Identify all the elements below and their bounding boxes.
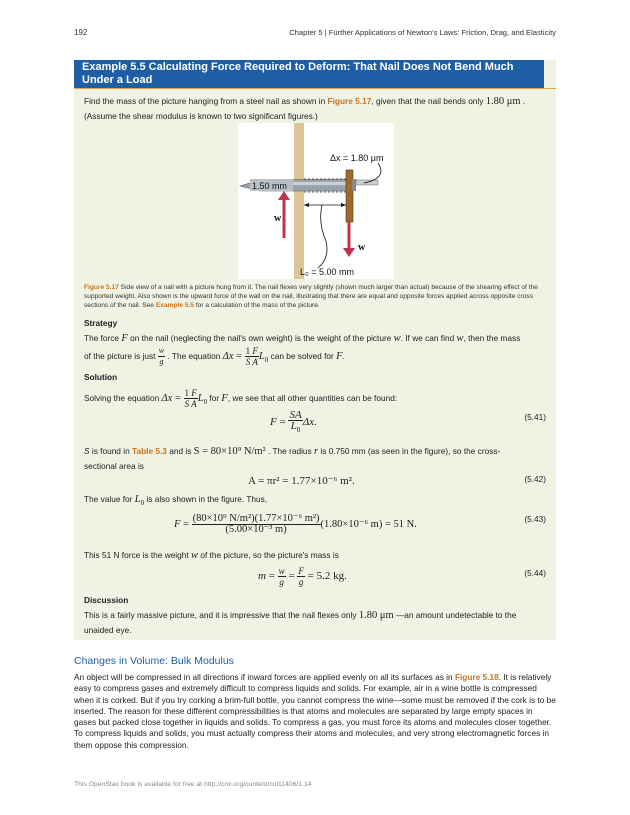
w-down-label: w: [358, 242, 366, 253]
wall: [294, 123, 304, 279]
figure-link[interactable]: Figure 5.17: [327, 96, 372, 106]
up-arrow-head: [278, 191, 290, 200]
equation-5-43: F = $\frac{\text{(80×10⁹ N/m²)(1.77×10⁻⁶ m²)}}{\text{(5.00×10⁻³ m)}}$ (1.80×10⁻⁶ m) = 51 N.: [174, 513, 417, 535]
picture-frame: [346, 170, 353, 222]
example-title: Example 5.5 Calculating Force Required to Deform: That Nail Does Not Bend Much Under a Load: [74, 60, 544, 88]
example-box: [74, 60, 556, 640]
page-number: 192: [74, 28, 88, 37]
equation-5-44: m = $\frac{w}{g}$ = $\frac{F}{g}$ = 5.2 kg.: [258, 566, 347, 587]
page-footer: This OpenStax book is available for free at http://cnx.org/content/col11406/1.14: [74, 781, 312, 788]
l0-leader: [318, 205, 327, 268]
solution-paragraph: Solving the equation Δx = $\frac{1 F}{\text{S A}}$ $L_0$ for F, we see that all other quantities can be found:: [84, 388, 398, 409]
equation-number-5-41: (5.41): [524, 412, 546, 422]
caption-example-link[interactable]: Example 5.5: [155, 302, 194, 309]
l0-label: L₀ = 5.00 mm: [300, 267, 355, 277]
equation-number-5-43: (5.43): [524, 514, 546, 524]
equation-number-5-44: (5.44): [524, 568, 546, 578]
chapter-header: Chapter 5 | Further Applications of Newton's Laws: Friction, Drag, and Elasticity: [289, 28, 556, 37]
nail-figure: [238, 123, 394, 279]
bulk-modulus-paragraph: An object will be compressed in all directions if inward forces are applied evenly on all its surfaces as in Figure 5.18. It is relatively easy to compress gases and extremely difficult to compress liquids and solids. For example, air in a wine bottle is compressed when it is corked. But if you try corking a brim-full bottle, you cannot compress the wine—some must be removed if the cork is to be inserted. The reason for these different compressibilities is that atoms and molecules are separated by large empty spaces in gases but packed close together in liquids and solids. To compress a gas, you must force its atoms and molecules closer together. To compress liquids and solids, you must actually compress their atoms and molecules, and very strong electromagnetic forces in them oppose this compression.: [74, 672, 556, 750]
title-rule: [74, 88, 556, 89]
dx-label: Δx = 1.80 μm: [330, 153, 384, 163]
equation-number-5-42: (5.42): [524, 474, 546, 484]
force-paragraph: This 51 N force is the weight w of the picture, so the picture's mass is: [84, 550, 339, 561]
intro-paragraph: Find the mass of the picture hanging from a steel nail as shown in Figure 5.17, given that the nail bends only 1.80 μm . (Assume the shear modulus is known to two significant figures.): [84, 96, 526, 121]
diameter-label: 1.50 mm: [252, 181, 288, 191]
section-heading-bulk-modulus: Changes in Volume: Bulk Modulus: [74, 655, 234, 667]
equation-5-42: A = πr² = 1.77×10⁻⁶ m².: [248, 475, 355, 487]
l0-paragraph: The value for $L_0$ is also shown in the figure. Thus,: [84, 494, 268, 508]
table-link[interactable]: Table 5.3: [132, 446, 167, 456]
strategy-heading: Strategy: [84, 318, 118, 328]
solution-heading: Solution: [84, 372, 118, 382]
discussion-heading: Discussion: [84, 595, 129, 605]
shear-modulus-paragraph: S is found in Table 5.3 and is S = 80×10⁹ N/m² . The radius r is 0.750 mm (as seen in the figure), so the cross- sectional area is: [84, 446, 501, 471]
down-arrow-head: [343, 248, 355, 257]
equation-5-41: F = $\frac{SA}{L_0}$ Δx.: [270, 409, 317, 435]
figure-5-18-link[interactable]: Figure 5.18: [454, 672, 499, 682]
w-up-label: w: [274, 213, 282, 224]
nail-head: [352, 179, 356, 191]
strategy-paragraph-1: The force F on the nail (neglecting the nail's own weight) is the weight of the picture w. If we can find w, then the mass: [84, 333, 521, 344]
discussion-paragraph: This is a fairly massive picture, and it is impressive that the nail flexes only 1.80 μm —an amount undetectable to the unaided eye.: [84, 610, 517, 635]
figure-caption: Figure 5.17 Side view of a nail with a picture hung from it. The nail flexes very slightly (shown much larger than actual) because of the shearing effect of the supported weight. Also shown is the upward force of the wall on the nail, illustrating that there are equal and opposite forces applied across opposite cross sections of the nail. See Example 5.5 for a calculation of the mass of the picture.: [84, 284, 538, 309]
strategy-paragraph-2: of the picture is just $\frac{w}{g}$ . The equation Δx = $\frac{1 F}{\text{S A}}$ $L_0$ can be solved for F.: [84, 346, 345, 367]
